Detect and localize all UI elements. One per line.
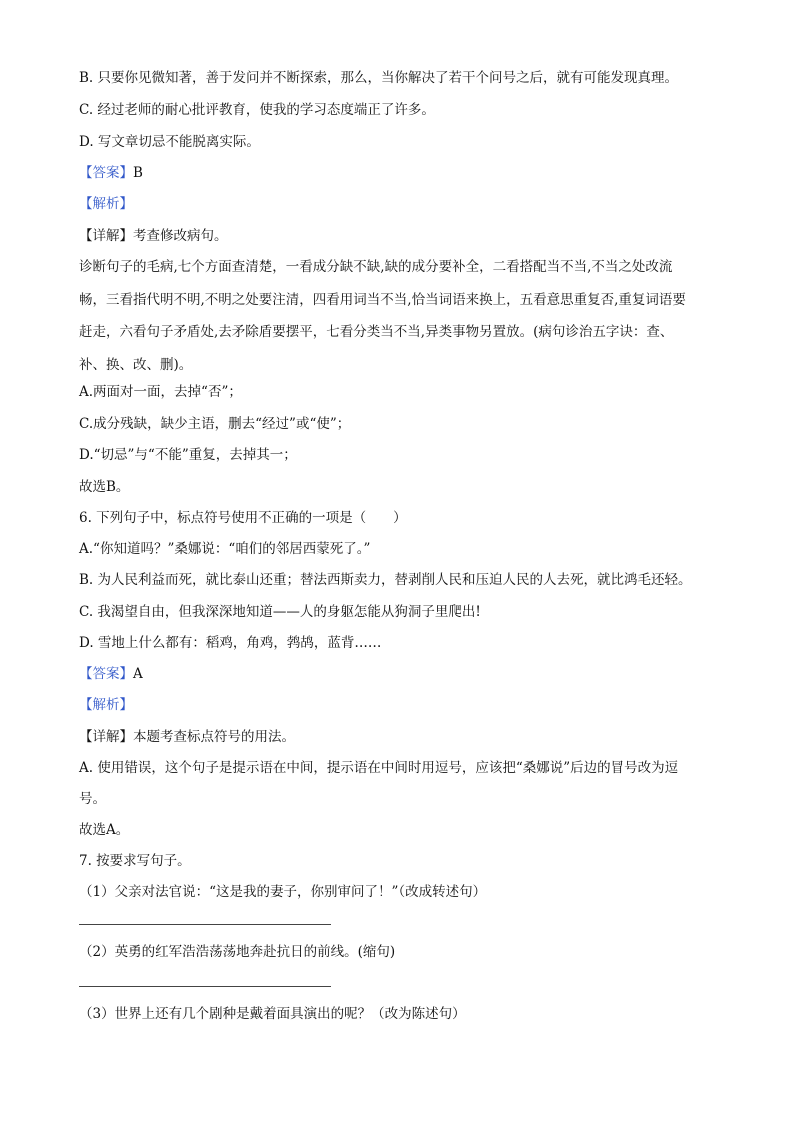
q7-item-1: （1）父亲对法官说：“这是我的妻子，你别审问了！”（改成转述句） bbox=[79, 884, 487, 900]
q6-option-c: C. 我渴望自由，但我深深地知道——人的身躯怎能从狗洞子里爬出! bbox=[79, 604, 481, 620]
q6-analysis-tag: 【解析】 bbox=[79, 697, 133, 713]
q5-option-c: C. 经过老师的耐心批评教育，使我的学习态度端正了许多。 bbox=[79, 102, 435, 118]
q5-method-paragraph bbox=[79, 257, 719, 387]
q6-option-b: B. 为人民利益而死，就比泰山还重；替法西斯卖力，替剥削人民和压迫人民的人去死，就比鸿毛还轻。 bbox=[79, 572, 692, 588]
q7-item-2: （2）英勇的红军浩浩荡荡地奔赴抗日的前线。(缩句) bbox=[79, 944, 396, 960]
answer-blank-line[interactable] bbox=[79, 986, 331, 987]
method-line: 畅，三看指代明不明,不明之处要注清，四看用词当不当,恰当词语来换上，五看意思重复否,重复词语要 bbox=[79, 291, 686, 308]
detail-text: 本题考查标点符号的用法。 bbox=[133, 729, 295, 745]
q5-conclusion: 故选B。 bbox=[79, 479, 130, 495]
q5-option-d: D. 写文章切忌不能脱离实际。 bbox=[79, 134, 260, 150]
q6-expl-line-2: 号。 bbox=[79, 791, 106, 807]
q5-analysis-tag: 【解析】 bbox=[79, 196, 133, 212]
q5-answer bbox=[79, 163, 734, 183]
answer-tag: 【答案】 bbox=[79, 666, 133, 682]
q6-option-d: D. 雪地上什么都有：稻鸡，角鸡，鹁鸪，蓝背…… bbox=[79, 635, 382, 651]
q6-expl-line-1: A. 使用错误，这个句子是提示语在中间，提示语在中间时用逗号，应该把“桑娜说”后边的冒号改为逗 bbox=[79, 760, 679, 776]
answer-value: A bbox=[133, 666, 143, 682]
answer-tag: 【答案】 bbox=[79, 165, 133, 181]
detail-text: 考查修改病句。 bbox=[133, 228, 228, 244]
q6-answer bbox=[79, 664, 734, 684]
q6-stem: 6. 下列句子中，标点符号使用不正确的一项是（ ） bbox=[79, 510, 407, 526]
method-line: 诊断句子的毛病,七个方面查清楚，一看成分缺不缺,缺的成分要补全，二看搭配当不当,不当之处改流 bbox=[79, 259, 673, 275]
answer-value: B bbox=[133, 165, 143, 181]
q5-option-b: B. 只要你见微知著，善于发问并不断探索，那么，当你解决了若干个问号之后，就有可能发现真理。 bbox=[79, 70, 679, 86]
method-line: 补、换、改、删)。 bbox=[79, 356, 193, 373]
q7-item-3: （3）世界上还有几个剧种是戴着面具演出的呢？（改为陈述句） bbox=[79, 1006, 466, 1022]
method-line: 赶走，六看句子矛盾处,去矛除盾要摆平，七看分类当不当,异类事物另置放。(病句诊治五字诀：查、 bbox=[79, 324, 674, 340]
q5-expl-d: D.“切忌”与“不能”重复，去掉其一； bbox=[79, 447, 297, 463]
detail-tag: 【详解】 bbox=[79, 729, 133, 745]
q5-expl-c: C.成分残缺，缺少主语，删去“经过”或“使”； bbox=[79, 416, 351, 432]
q5-expl-a: A.两面对一面，去掉“否”； bbox=[79, 384, 242, 400]
answer-blank-line[interactable] bbox=[79, 924, 331, 925]
q7-stem: 7. 按要求写句子。 bbox=[79, 853, 191, 869]
detail-tag: 【详解】 bbox=[79, 228, 133, 244]
q6-detail bbox=[79, 727, 734, 747]
q6-option-a: A.“你知道吗？”桑娜说：“咱们的邻居西蒙死了。” bbox=[79, 541, 371, 557]
q5-detail bbox=[79, 226, 734, 246]
q6-conclusion: 故选A。 bbox=[79, 822, 130, 838]
